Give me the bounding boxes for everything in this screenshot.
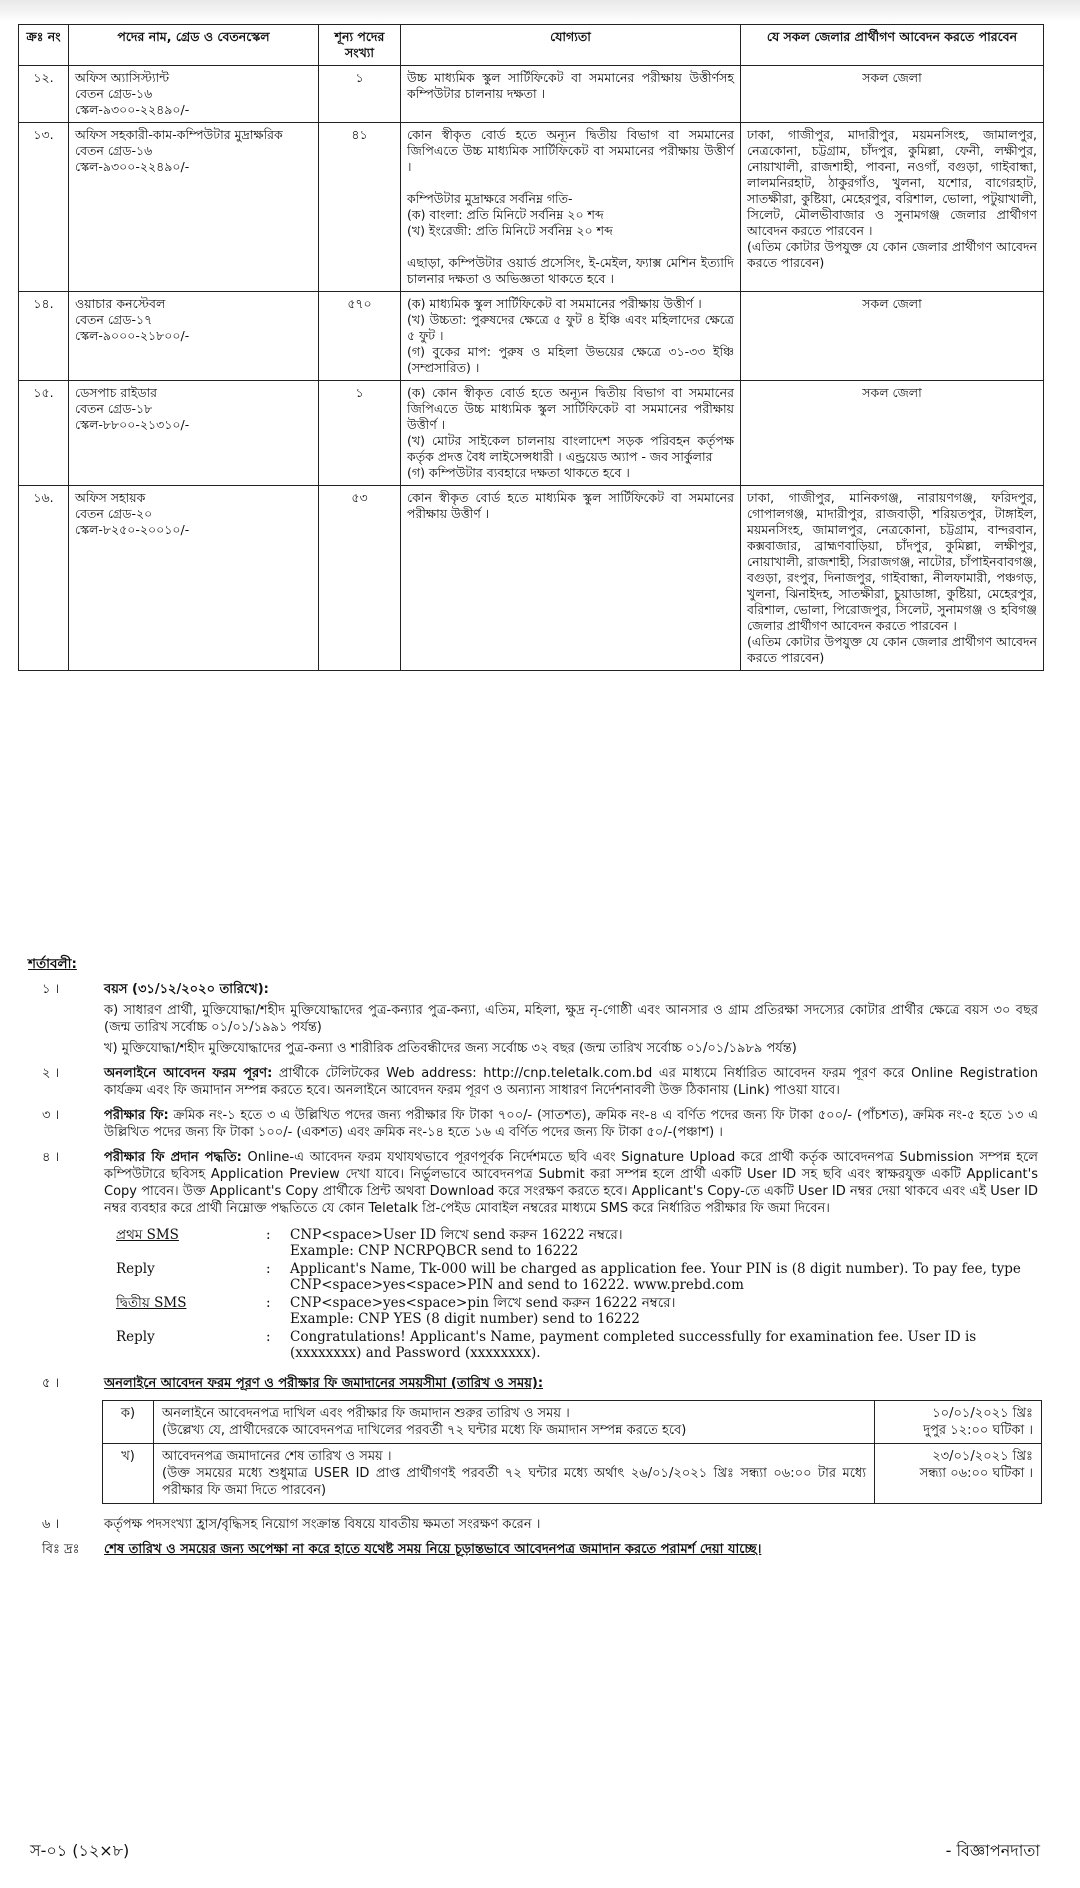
- sms-text: CNP<space>User ID লিখে send করুন 16222 নম্বরে। Example: CNP NCRPQBCR send to 16222: [290, 1227, 623, 1259]
- condition-method-text: Online-এ আবেদন ফরম যথাযথভাবে পূরণপূর্বক নির্দেশমতে ছবি এবং Signature Upload করে প্রার্থী কর্তৃক আবেদনপত্র Submission সম্পন্ন হলে কম্পিউটারে ছবিসহ Application Preview দেখা যাবে। নির্ভুলভাবে আবেদনপত্র Submit করা সম্পন্ন হলে প্রার্থী একটি User ID সহ ছবি এবং স্বাক্ষরযুক্ত একটি Applicant's Copy পাবেন। উক্ত Applicant's Copy প্রার্থীকে প্রিন্ট অথবা Download করে সংরক্ষণ করতে হবে। Applicant's Copy-তে একটি User ID নম্বর দেয়া থাকবে এবং এই User ID নম্বর ব্যবহার করে প্রার্থী নিম্নোক্ত পদ্ধতিতে যে কোন Teletalk প্রি-পেইড মোবাইল নম্বরের মাধ্যমে SMS করে নির্ধারিত পরীক্ষার ফি জমা দিবেন।: [104, 1150, 1038, 1216]
- table-row: [19, 66, 1044, 123]
- header-qualification: যোগ্যতা: [401, 25, 741, 66]
- row-vacancy: ১: [319, 66, 401, 123]
- condition-fee-title: পরীক্ষার ফি:: [104, 1108, 169, 1123]
- scan-edge: [0, 0, 1080, 22]
- vacancy-table: [18, 24, 1044, 671]
- deadline-desc: আবেদনপত্র জমাদানের শেষ তারিখ ও সময় । (উক্ত সময়ের মধ্যে শুধুমাত্র USER ID প্রাপ্ত প্রার্থীগণই পরবর্তী ৭২ ঘন্টার মধ্যে অর্থাৎ ২৬/০১/২০২১ খ্রিঃ সন্ধ্যা ০৬:০০ টার মধ্যে পরীক্ষার ফি জমা দিতে পারবেন): [154, 1444, 875, 1504]
- sms-row: Reply : Congratulations! Applicant's Name, payment completed successfully for examination fee. User ID is (xxxxxxxx) and Password (xxxxxxxx).: [116, 1329, 1036, 1361]
- sms-row: দ্বিতীয় SMS : CNP<space>yes<space>pin লিখে send করুন 16222 নম্বরে। Example: CNP YES (8 digit number) send to 16222: [116, 1295, 1036, 1327]
- authority-text: কর্তৃপক্ষ পদসংখ্যা হ্রাস/বৃদ্ধিসহ নিয়োগ সংক্রান্ত বিষয়ে যাবতীয় ক্ষমতা সংরক্ষণ করেন ।: [104, 1517, 541, 1532]
- deadline-title: অনলাইনে আবেদন ফরম পূরণ ও পরীক্ষার ফি জমাদানের সময়সীমা (তারিখ ও সময়):: [104, 1376, 544, 1391]
- deadline-date: ১০/০১/২০২১ খ্রিঃ দুপুর ১২:০০ ঘটিকা ।: [875, 1401, 1042, 1444]
- table-row: [19, 292, 1044, 381]
- condition-number: ১ ।: [42, 982, 60, 997]
- condition-number: ৬ ।: [42, 1517, 60, 1532]
- row-districts: ঢাকা, গাজীপুর, মাদারীপুর, ময়মনসিংহ, জামালপুর, নেত্রকোনা, চট্টগ্রাম, চাঁদপুর, কুমিল্লা, ফেনী, লক্ষীপুর, নোয়াখালী, রাজশাহী, পাবনা, নওগাঁ, বগুড়া, গাইবান্ধা, লালমনিরহাট, ঠাকুরগাঁও, খুলনা, যশোর, বাগেরহাট, সাতক্ষীরা, কুষ্টিয়া, মেহেরপুর, বরিশাল, ভোলা, পটুয়াখালী, সিলেট, মৌলভীবাজার ও সুনামগঞ্জ জেলার প্রার্থীগণ আবেদন করতে পারবেন । (এতিম কোটার উপযুক্ত যে কোন জেলার প্রার্থীগণ আবেদন করতে পারবেন): [741, 123, 1044, 292]
- footer-code: স-০১ (১২×৮): [30, 1841, 130, 1860]
- sms-label: Reply: [116, 1329, 155, 1345]
- row-vacancy: ৪১: [319, 123, 401, 292]
- sms-label: দ্বিতীয় SMS: [116, 1295, 187, 1311]
- sms-instructions: [116, 1227, 1036, 1361]
- row-post: ওয়াচার কনস্টেবল বেতন গ্রেড-১৭ স্কেল-৯০০০-২১৮০০/-: [69, 292, 319, 381]
- condition-age-b: খ) মুক্তিযোদ্ধা/শহীদ মুক্তিযোদ্ধাদের পুত্র-কন্যা ও শারীরিক প্রতিবন্ধীদের জন্য সর্বোচ্চ ৩২ বছর (জন্ম তারিখ সর্বোচ্চ ০১/০১/১৯৮৯ পর্যন্ত): [104, 1041, 797, 1056]
- condition-method-title: পরীক্ষার ফি প্রদান পদ্ধতি:: [104, 1150, 242, 1165]
- condition-deadline: [28, 1375, 1038, 1392]
- sms-text: Congratulations! Applicant's Name, payment completed successfully for examination fee. User ID is (xxxxxxxx) and Password (xxxxxxxx).: [290, 1329, 977, 1361]
- sms-label: Reply: [116, 1261, 155, 1277]
- condition-number: ৫ ।: [42, 1376, 60, 1391]
- row-qualification: কোন স্বীকৃত বোর্ড হতে অন্যূন দ্বিতীয় বিভাগ বা সমমানের জিপিএতে উচ্চ মাধ্যমিক সার্টিফিকেট বা সমমানের পরীক্ষায় উত্তীর্ণ । কম্পিউটার মুদ্রাক্ষরে সর্বনিম্ন গতি- (ক) বাংলা: প্রতি মিনিটে সর্বনিম্ন ২০ শব্দ (খ) ইংরেজী: প্রতি মিনিটে সর্বনিম্ন ২০ শব্দ এছাড়া, কম্পিউটার ওয়ার্ড প্রসেসিং, ই-মেইল, ফ্যাক্স মেশিন ইত্যাদি চালনার দক্ষতা ও অভিজ্ঞতা থাকতে হবে ।: [401, 123, 741, 292]
- condition-age-a: ক) সাধারণ প্রার্থী, মুক্তিযোদ্ধা/শহীদ মুক্তিযোদ্ধাদের পুত্র-কন্যার পুত্র-কন্যা, এতিম, মহিলা, ক্ষুদ্র নৃ-গোষ্ঠী এবং আনসার ও গ্রাম প্রতিরক্ষা সদস্যের কোটার প্রার্থীর ক্ষেত্রে বয়স ৩০ বছর (জন্ম তারিখ সর্বোচ্চ ০১/০১/১৯৯১ পর্যন্ত): [104, 1003, 1038, 1035]
- table-row: [19, 486, 1044, 671]
- row-serial: ১৬.: [19, 486, 69, 671]
- condition-online-text: প্রার্থীকে টেলিটকের Web address: http://cnp.teletalk.com.bd এর মাধ্যমে নির্ধারিত আবেদন ফরম পূরণ করে Online Registration কার্যক্রম এবং ফি জমাদান সম্পন্ন করতে হবে। অনলাইনে আবেদন ফরম পূরণ ও অন্যান্য সাধারণ নির্দেশনাবলী উক্ত ঠিকানায় (Link) পাওয়া যাবে।: [104, 1066, 1038, 1098]
- condition-number: ৪ ।: [42, 1150, 60, 1165]
- row-post: অফিস অ্যাসিস্ট্যান্ট বেতন গ্রেড-১৬ স্কেল-৯৩০০-২২৪৯০/-: [69, 66, 319, 123]
- condition-age: [28, 981, 1038, 1057]
- row-post: ডেসপাচ রাইডার বেতন গ্রেড-১৮ স্কেল-৮৮০০-২১৩১০/-: [69, 381, 319, 486]
- footer-advertiser: - বিজ্ঞাপনদাতা: [945, 1841, 1040, 1860]
- row-qualification: উচ্চ মাধ্যমিক স্কুল সার্টিফিকেট বা সমমানের পরীক্ষায় উত্তীর্ণসহ কম্পিউটার চালনায় দক্ষতা ।: [401, 66, 741, 123]
- header-serial: ক্রঃ নং: [19, 25, 69, 66]
- note-text: শেষ তারিখ ও সময়ের জন্য অপেক্ষা না করে হাতে যথেষ্ট সময় নিয়ে চূড়ান্তভাবে আবেদনপত্র জমাদান করতে পরামর্শ দেয়া যাচ্ছে।: [104, 1542, 762, 1557]
- header-post: পদের নাম, গ্রেড ও বেতনস্কেল: [69, 25, 319, 66]
- row-districts: সকল জেলা: [741, 66, 1044, 123]
- sms-row: প্রথম SMS : CNP<space>User ID লিখে send করুন 16222 নম্বরে। Example: CNP NCRPQBCR send to 16222: [116, 1227, 1036, 1259]
- deadline-date: ২৩/০১/২০২১ খ্রিঃ সন্ধ্যা ০৬:০০ ঘটিকা ।: [875, 1444, 1042, 1504]
- row-districts: সকল জেলা: [741, 292, 1044, 381]
- condition-number: ২ ।: [42, 1066, 60, 1081]
- condition-exam-fee: [28, 1107, 1038, 1141]
- sms-text: CNP<space>yes<space>pin লিখে send করুন 16222 নম্বরে। Example: CNP YES (8 digit number) send to 16222: [290, 1295, 676, 1327]
- header-vacancy: শূন্য পদের সংখ্যা: [319, 25, 401, 66]
- row-vacancy: ৫৩: [319, 486, 401, 671]
- conditions-title: শর্তাবলী:: [28, 956, 77, 972]
- row-serial: ১৪.: [19, 292, 69, 381]
- deadline-desc: অনলাইনে আবেদনপত্র দাখিল এবং পরীক্ষার ফি জমাদান শুরুর তারিখ ও সময় । (উল্লেখ্য যে, প্রার্থীদেরকে আবেদনপত্র দাখিলের পরবর্তী ৭২ ঘন্টার মধ্যে ফি জমাদান সম্পন্ন করতে হবে): [154, 1401, 875, 1444]
- condition-age-title: বয়স (৩১/১২/২০২০ তারিখে):: [104, 982, 269, 997]
- row-districts: সকল জেলা: [741, 381, 1044, 486]
- table-header-row: [19, 25, 1044, 66]
- row-vacancy: ৫৭০: [319, 292, 401, 381]
- table-row: [19, 381, 1044, 486]
- row-districts: ঢাকা, গাজীপুর, মানিকগঞ্জ, নারায়ণগঞ্জ, ফরিদপুর, গোপালগঞ্জ, মাদারীপুর, রাজবাড়ী, শরিয়তপুর, টাঙ্গাইল, ময়মনসিংহ, জামালপুর, নেত্রকোনা, চট্টগ্রাম, বান্দরবান, কক্সবাজার, ব্রাহ্মণবাড়িয়া, চাঁদপুর, কুমিল্লা, লক্ষীপুর, নোয়াখালী, রাজশাহী, সিরাজগঞ্জ, নাটোর, চাঁপাইনবাবগঞ্জ, বগুড়া, রংপুর, দিনাজপুর, গাইবান্ধা, নীলফামারী, পঞ্চগড়, খুলনা, ঝিনাইদহ, সাতক্ষীরা, চুয়াডাঙ্গা, কুষ্টিয়া, মেহেরপুর, বরিশাল, ভোলা, পিরোজপুর, সিলেট, সুনামগঞ্জ ও হবিগঞ্জ জেলার প্রার্থীগণ আবেদন করতে পারবেন । (এতিম কোটার উপযুক্ত যে কোন জেলার প্রার্থীগণ আবেদন করতে পারবেন): [741, 486, 1044, 671]
- condition-number: ৩ ।: [42, 1108, 60, 1123]
- row-qualification: কোন স্বীকৃত বোর্ড হতে মাধ্যমিক স্কুল সার্টিফিকেট বা সমমানের পরীক্ষায় উত্তীর্ণ ।: [401, 486, 741, 671]
- row-qualification: (ক) মাধ্যমিক স্কুল সার্টিফিকেট বা সমমানের পরীক্ষায় উত্তীর্ণ । (খ) উচ্চতা: পুরুষদের ক্ষেত্রে ৫ ফুট ৪ ইঞ্চি এবং মহিলাদের ক্ষেত্রে ৫ ফুট । (গ) বুকের মাপ: পুরুষ ও মহিলা উভয়ের ক্ষেত্রে ৩১-৩৩ ইঞ্চি (সম্প্রসারিত) ।: [401, 292, 741, 381]
- deadline-key: খ): [103, 1444, 154, 1504]
- condition-online-form: [28, 1065, 1038, 1099]
- condition-online-title: অনলাইনে আবেদন ফরম পূরণ:: [104, 1066, 273, 1081]
- table-row: [19, 123, 1044, 292]
- condition-fee-method: [28, 1149, 1038, 1217]
- conditions-section: [28, 956, 1038, 1566]
- sms-row: Reply : Applicant's Name, Tk-000 will be charged as application fee. Your PIN is (8 digit number). To pay fee, type CNP<space>yes<space>PIN and send to 16222. www.prebd.com: [116, 1261, 1036, 1293]
- note-label: বিঃ দ্রঃ: [42, 1542, 80, 1557]
- note: [28, 1541, 1038, 1558]
- sms-text: Applicant's Name, Tk-000 will be charged as application fee. Your PIN is (8 digit number). To pay fee, type CNP<space>yes<space>PIN and send to 16222. www.prebd.com: [290, 1261, 1021, 1293]
- row-post: অফিস সহকারী-কাম-কম্পিউটার মুদ্রাক্ষরিক বেতন গ্রেড-১৬ স্কেল-৯৩০০-২২৪৯০/-: [69, 123, 319, 292]
- footer: [30, 1838, 1040, 1865]
- row-serial: ১৩.: [19, 123, 69, 292]
- header-districts: যে সকল জেলার প্রার্থীগণ আবেদন করতে পারবেন: [741, 25, 1044, 66]
- row-serial: ১২.: [19, 66, 69, 123]
- deadline-key: ক): [103, 1401, 154, 1444]
- table-row: [103, 1401, 1042, 1444]
- table-row: [103, 1444, 1042, 1504]
- row-post: অফিস সহায়ক বেতন গ্রেড-২০ স্কেল-৮২৫০-২০০১০/-: [69, 486, 319, 671]
- row-serial: ১৫.: [19, 381, 69, 486]
- condition-fee-text: ক্রমিক নং-১ হতে ৩ এ উল্লিখিত পদের জন্য পরীক্ষার ফি টাকা ৭০০/- (সাতশত), ক্রমিক নং-৪ এ বর্ণিত পদের জন্য ফি টাকা ৫০০/- (পাঁচশত), ক্রমিক নং-৫ হতে ১৩ এ উল্লিখিত পদের জন্য ফি টাকা ১০০/- (একশত) এবং ক্রমিক নং-১৪ হতে ১৬ এ বর্ণিত পদের জন্য ফি টাকা ৫০/-(পঞ্চাশ) ।: [104, 1108, 1039, 1140]
- deadline-table: [102, 1400, 1042, 1504]
- row-vacancy: ১: [319, 381, 401, 486]
- sms-label: প্রথম SMS: [116, 1227, 179, 1243]
- condition-authority: [28, 1516, 1038, 1533]
- row-qualification: (ক) কোন স্বীকৃত বোর্ড হতে অন্যূন দ্বিতীয় বিভাগ বা সমমানের জিপিএতে উচ্চ মাধ্যমিক স্কুল সার্টিফিকেট বা সমমানের পরীক্ষায় উত্তীর্ণ । (খ) মোটর সাইকেল চালনায় বাংলাদেশ সড়ক পরিবহন কর্তৃপক্ষ কর্তৃক প্রদত্ত বৈধ লাইসেন্সধারী । এন্ড্রয়েড অ্যাপ - জব সার্কুলার (গ) কম্পিউটার ব্যবহারে দক্ষতা থাকতে হবে ।: [401, 381, 741, 486]
